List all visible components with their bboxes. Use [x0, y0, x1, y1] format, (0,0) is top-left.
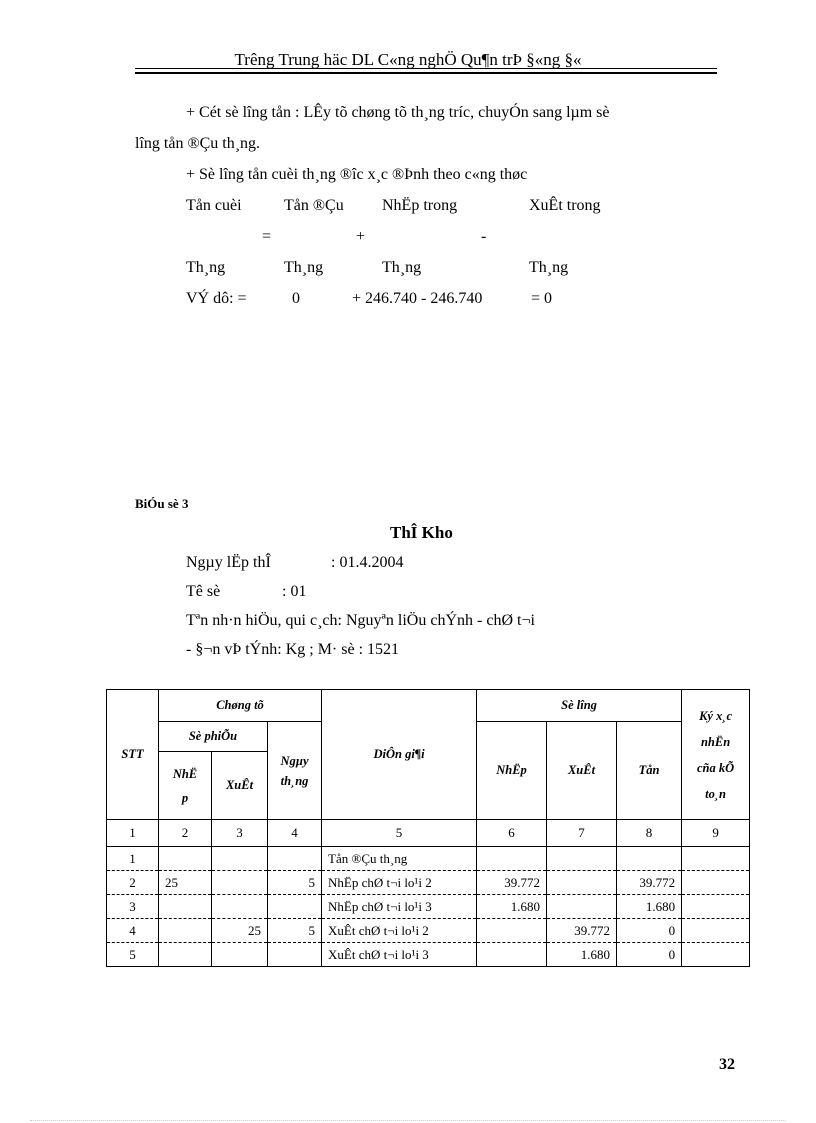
header-ky-line: to¸n [705, 786, 726, 801]
formula-plus: + [356, 228, 366, 245]
header-rule-thin [135, 68, 717, 69]
header-sl-xuat: XuÊt [547, 722, 617, 820]
formula-term: NhËp trong [382, 197, 458, 214]
header-xuat: XuÊt [212, 752, 268, 820]
formula-term: XuÊt trong [529, 197, 601, 214]
col-number: 3 [212, 820, 268, 847]
cell-ngay: 5 [268, 919, 322, 943]
cell-sl-nhap: 39.772 [477, 871, 547, 895]
form-unit-line: - §¬n vÞ tÝnh: Kg ; M· sè : 1521 [186, 641, 400, 658]
cell-ky [682, 943, 750, 967]
cell-ky [682, 895, 750, 919]
stock-card-table [106, 689, 750, 967]
cell-dien-giai: Tån ®Çu th¸ng [322, 847, 477, 871]
cell-ky [682, 919, 750, 943]
cell-ngay: 5 [268, 871, 322, 895]
header-stt: STT [107, 690, 159, 820]
col-number: 4 [268, 820, 322, 847]
form-label: BiÓu sè 3 [135, 496, 189, 511]
table-row [107, 919, 750, 943]
table-row [107, 847, 750, 871]
header-ngay-line: Ngµy [280, 753, 309, 768]
cell-sl-nhap: 1.680 [477, 895, 547, 919]
cell-ton [617, 847, 682, 871]
col-number: 1 [107, 820, 159, 847]
cell-ton: 1.680 [617, 895, 682, 919]
cell-nhap: 25 [159, 871, 212, 895]
cell-ngay [268, 943, 322, 967]
header-sl-nhap: NhËp [477, 722, 547, 820]
cell-sl-xuat [547, 847, 617, 871]
formula-term: Tån ®Çu [284, 197, 344, 214]
col-number: 5 [322, 820, 477, 847]
cell-sl-xuat: 39.772 [547, 919, 617, 943]
cell-ton: 0 [617, 919, 682, 943]
cell-sl-nhap [477, 847, 547, 871]
table-row [107, 871, 750, 895]
cell-stt: 3 [107, 895, 159, 919]
header-so-phieu: Sè phiÕu [159, 722, 268, 752]
form-item-line: Tªn nh·n hiÖu, qui c¸ch: Nguyªn liÖu chÝnh - chØ t¬i [186, 612, 535, 629]
header-ngay-line: th¸ng [280, 773, 309, 788]
header-rule-thick [135, 72, 717, 74]
cell-ngay [268, 895, 322, 919]
cell-xuat [212, 871, 268, 895]
formula-term: Th¸ng [529, 259, 569, 276]
page-header-title: Trêng Trung häc DL C«ng nghÖ Qu¶n trÞ §«ng §« [234, 50, 582, 69]
col-number: 7 [547, 820, 617, 847]
header-so-luong: Sè lîng [477, 690, 682, 722]
example-value: + 246.740 - 246.740 [352, 290, 483, 307]
table-row [107, 895, 750, 919]
column-number-row [107, 820, 750, 847]
form-sheet-value: : 01 [282, 583, 307, 600]
cell-nhap [159, 895, 212, 919]
cell-xuat: 25 [212, 919, 268, 943]
example-label: VÝ dô: = [186, 290, 247, 307]
formula-minus: - [481, 228, 487, 245]
cell-ky [682, 847, 750, 871]
cell-xuat [212, 847, 268, 871]
cell-dien-giai: NhËp chØ t¬i lo¹i 3 [322, 895, 477, 919]
form-title: ThÎ Kho [390, 523, 453, 542]
cell-stt: 1 [107, 847, 159, 871]
cell-sl-xuat [547, 871, 617, 895]
header-ngay-thang [268, 722, 322, 820]
formula-equals: = [262, 228, 272, 245]
cell-stt: 5 [107, 943, 159, 967]
cell-sl-xuat: 1.680 [547, 943, 617, 967]
col-number: 6 [477, 820, 547, 847]
page-number: 32 [719, 1056, 735, 1073]
cell-dien-giai: NhËp chØ t¬i lo¹i 2 [322, 871, 477, 895]
paragraph-line: + Cét sè lîng tån : LÊy tõ chøng tõ th¸ng tríc, chuyÓn sang lµm sè [186, 104, 610, 121]
header-ky-line: nhËn [700, 734, 731, 749]
col-number: 9 [682, 820, 750, 847]
cell-stt: 2 [107, 871, 159, 895]
header-sl-ton: Tån [617, 722, 682, 820]
formula-term: Tån cuèi [186, 197, 242, 214]
header-nhap [159, 752, 212, 820]
example-value: = 0 [531, 290, 553, 307]
col-number: 2 [159, 820, 212, 847]
cell-dien-giai: XuÊt chØ t¬i lo¹i 2 [322, 919, 477, 943]
cell-nhap [159, 943, 212, 967]
cell-sl-xuat [547, 895, 617, 919]
cell-sl-nhap [477, 919, 547, 943]
col-number: 8 [617, 820, 682, 847]
formula-term: Th¸ng [382, 259, 422, 276]
header-ky-line: cña kÕ [696, 760, 735, 775]
cell-ton: 0 [617, 943, 682, 967]
cell-stt: 4 [107, 919, 159, 943]
header-nhap-line: p [181, 790, 189, 805]
form-date-label: Ngµy lËp thÎ [186, 554, 271, 571]
example-value: 0 [292, 290, 300, 307]
header-dien-giai: DiÔn gi¶i [322, 690, 477, 820]
formula-term: Th¸ng [186, 259, 226, 276]
cell-ngay [268, 847, 322, 871]
cell-sl-nhap [477, 943, 547, 967]
header-ky-line: Ký x¸c [699, 708, 733, 723]
header-ky-xac-nhan [682, 690, 750, 820]
paragraph-line: lîng tån ®Çu th¸ng. [135, 135, 261, 152]
footer-divider [30, 1120, 786, 1121]
header-chung-tu: Chøng tõ [159, 690, 322, 722]
formula-term: Th¸ng [284, 259, 324, 276]
cell-ton: 39.772 [617, 871, 682, 895]
cell-dien-giai: XuÊt chØ t¬i lo¹i 3 [322, 943, 477, 967]
cell-xuat [212, 895, 268, 919]
table-row [107, 943, 750, 967]
form-date-value: : 01.4.2004 [331, 554, 404, 571]
cell-nhap [159, 847, 212, 871]
header-nhap-line: NhË [172, 766, 198, 781]
form-sheet-label: Tê sè [186, 583, 221, 600]
cell-nhap [159, 919, 212, 943]
cell-ky [682, 871, 750, 895]
paragraph-line: + Sè lîng tån cuèi th¸ng ®îc x¸c ®Þnh theo c«ng thøc [186, 166, 528, 183]
cell-xuat [212, 943, 268, 967]
